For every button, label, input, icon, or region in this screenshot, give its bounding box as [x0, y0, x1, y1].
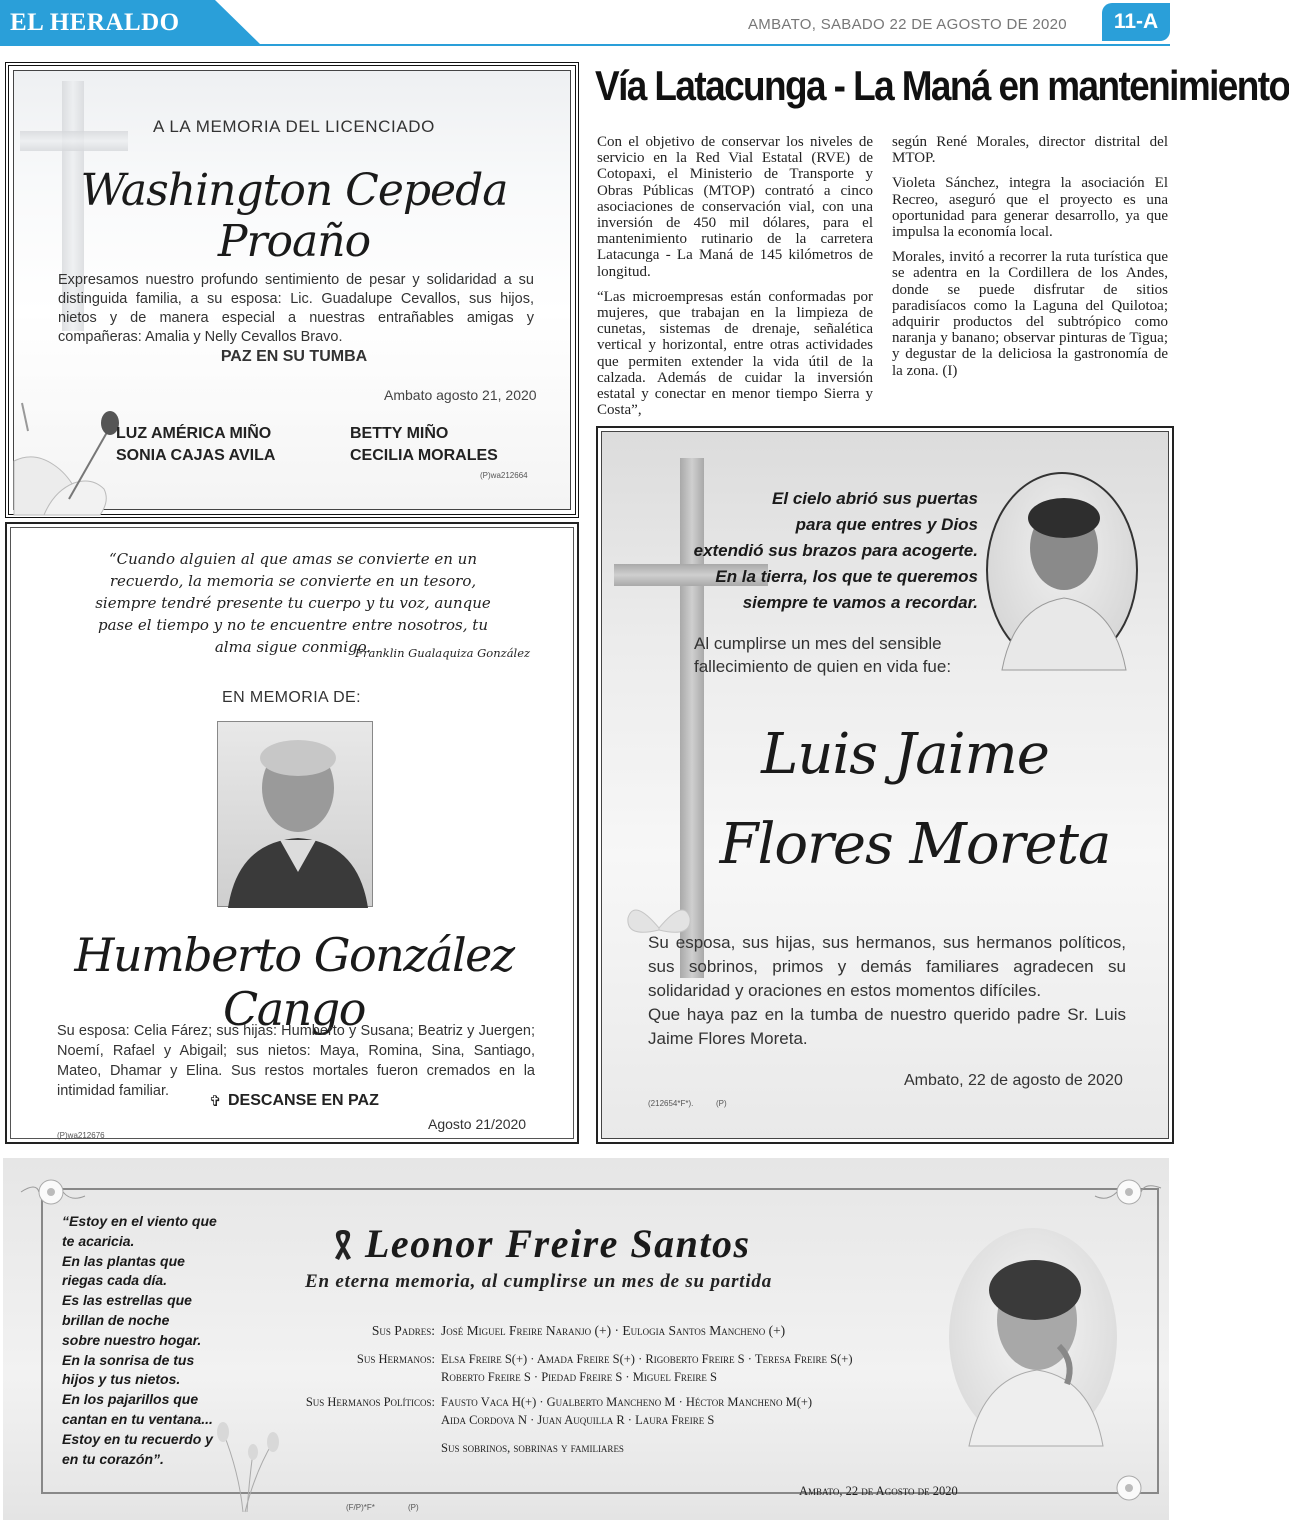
family-label: Sus Padres: — [371, 1323, 435, 1338]
ad-code: (P)wa212676 — [57, 1131, 105, 1140]
poem-text — [62, 1212, 252, 1469]
portrait-figure — [949, 1228, 1117, 1446]
subtitle-text: En eterna memoria, al cumplirse un mes de su partida — [305, 1271, 773, 1292]
flower-ornament-icon — [1089, 1458, 1169, 1518]
article-column-2 — [892, 134, 1168, 388]
closing-text: PAZ EN SU TUMBA — [220, 348, 368, 365]
verse-line: siempre te vamos a recordar. — [742, 593, 978, 612]
portrait-figure — [988, 474, 1140, 670]
poem-line: en tu corazón”. — [62, 1450, 164, 1467]
obituary-leonor — [3, 1158, 1169, 1520]
intro-text — [694, 632, 951, 678]
article-title: Vía Latacunga - La Maná en mantenimiento — [595, 62, 1289, 109]
article-column-1 — [597, 134, 873, 427]
issue-date: AMBATO, SABADO 22 DE AGOSTO DE 2020 — [748, 16, 1067, 33]
ad-code: (F/P)*F* — [346, 1503, 375, 1512]
poem-line: En la sonrisa de tus — [62, 1351, 195, 1368]
flower-ornament-icon — [1089, 1162, 1169, 1222]
paragraph: Violeta Sánchez, integra la asociación El Recreo, aseguró que el proyecto es una oportunidad para generar desarrollo, ya que impulsa la economía local. — [892, 175, 1168, 241]
portrait-photo — [949, 1228, 1117, 1446]
ad-code: (212654*F*). — [648, 1099, 694, 1108]
place-date: Ambato, 22 de Agosto de 2020 — [799, 1484, 958, 1498]
poem-line: riegas cada día. — [62, 1272, 168, 1289]
obituary-humberto — [5, 522, 579, 1144]
poem-line: te acaricia. — [62, 1232, 135, 1249]
body-text-2: Que haya paz en la tumba de nuestro querido padre Sr. Luis Jaime Flores Moreta. — [648, 1005, 1126, 1048]
obituary-washington — [5, 62, 579, 518]
deceased-name: Luis Jaime — [761, 722, 1049, 787]
poem-line: brillan de noche — [62, 1311, 170, 1328]
ad-code-2: (P) — [716, 1099, 727, 1108]
signer: SONIA CAJAS AVILA — [116, 447, 276, 464]
news-article — [592, 58, 1289, 419]
obituary-luis-jaime-inner — [601, 431, 1169, 1139]
deceased-surname: Flores Moreta — [719, 812, 1111, 877]
page-number: 11-A — [1102, 3, 1170, 41]
deceased-name: Washington Cepeda Proaño — [80, 165, 508, 267]
place-date: Ambato agosto 21, 2020 — [384, 387, 537, 403]
body-text: Su esposa, sus hijas, sus hermanos, sus hermanos políticos, sus sobrinos, primos y demás familiares agradecen su solidaridad y oraciones en estos momentos difíciles. — [648, 933, 1126, 1000]
heading: EN MEMORIA DE: — [222, 689, 361, 706]
family-names: Aida Cordova N · Juan Auquilla R · Laura Freire S — [441, 1413, 715, 1427]
verse-line: El cielo abrió sus puertas — [772, 489, 978, 508]
verse-line: extendió sus brazos para acogerte. — [693, 541, 978, 560]
signer: CECILIA MORALES — [350, 447, 498, 464]
paragraph: según René Morales, director distrital del MTOP. — [892, 134, 1168, 167]
poem-line: Estoy en tu recuerdo y — [62, 1430, 213, 1447]
date-text: Agosto 21/2020 — [428, 1116, 527, 1132]
family-label: Sus Hermanos: — [356, 1352, 435, 1366]
mourning-ribbon-icon — [331, 1228, 355, 1262]
obituary-luis-jaime — [596, 426, 1174, 1144]
header-rule — [250, 44, 1170, 46]
paragraph: Con el objetivo de conservar los niveles de servicio en la Red Vial Estatal (RVE) de Cotopaxi, el Ministerio de Transporte y Obras Públicas (MTOP) contrató a cinco asociaciones de conservación vial, con una inversión de 450 mil dólares, para el mantenimiento rutinario de la carretera Latacunga - La Maná de 145 kilómetros de longitud. — [597, 134, 873, 280]
heading: A LA MEMORIA DEL LICENCIADO — [153, 117, 435, 136]
intro-line: fallecimiento de quien en vida fue: — [694, 657, 952, 676]
intro-line: Al cumplirse un mes del sensible — [694, 634, 942, 653]
family-label: Sus Hermanos Políticos: — [305, 1395, 435, 1409]
closing-text: DESCANSE EN PAZ — [228, 1092, 379, 1109]
quote-author: Franklin Gualaquiza González — [355, 646, 531, 660]
masthead-name: EL HERALDO — [10, 9, 180, 36]
signer: LUZ AMÉRICA MIÑO — [116, 425, 272, 442]
page-header — [0, 0, 1200, 48]
ad-code: (P)wa212664 — [480, 471, 528, 480]
family-names: José Miguel Freire Naranjo (+) · Eulogia Santos Mancheno (+) — [441, 1323, 786, 1338]
family-names: Elsa Freire S(+) · Amada Freire S(+) · Rigoberto Freire S · Teresa Freire S(+) — [441, 1352, 853, 1366]
portrait-figure — [218, 722, 374, 908]
poem-line: sobre nuestro hogar. — [62, 1331, 202, 1348]
deceased-name: Leonor Freire Santos — [365, 1221, 751, 1266]
poem-line: hijos y tus nietos. — [62, 1371, 181, 1388]
quote-text: “Cuando alguien al que amas se convierte en un recuerdo, la memoria se convierte en un tesoro, siempre tendré presente tu cuerpo y tu voz, aunque pase el tiempo y no te encuentre entre nosotros, tu alma sigue conmigo. — [95, 550, 491, 656]
deceased-name: Humberto González Cango — [74, 928, 514, 1036]
cross-icon: ✞ — [209, 1093, 222, 1110]
poem-line: En las plantas que — [62, 1252, 185, 1269]
body-text: Expresamos nuestro profundo sentimiento de pesar y solidaridad a su distinguida familia, a su esposa: Lic. Guadalupe Cevallos, sus hijos, nietos y de manera especial a nuestras entrañables amigas y compañeras: Amalia y Nelly Cevallos Bravo. — [58, 272, 534, 345]
obituary-humberto-inner — [10, 527, 574, 1139]
family-extra: Sus sobrinos, sobrinas y familiares — [441, 1441, 624, 1455]
obituary-washington-inner — [13, 70, 571, 510]
verse-text — [692, 486, 978, 616]
poem-line: cantan en tu ventana... — [62, 1410, 213, 1427]
paragraph: “Las microempresas están conformadas por mujeres, que trabajan en la limpieza de cunetas, sistemas de drenaje, señalética vertical y horizontal, entre otras actividades que permiten extender la vida útil de la calzada. Además de cuidar la inversión estatal y conectar en menor tiempo Sierra y Costa”, — [597, 288, 873, 419]
poem-line: “Estoy en el viento que — [62, 1213, 217, 1229]
portrait-photo — [986, 472, 1138, 668]
paragraph: Morales, invitó a recorrer la ruta turística que se adentra en la Cordillera de los Andes, donde se puede disfrutar de sitios paradisíacos como la Laguna del Quilotoa; adquirir productos del subtrópico como naranja y banano; observar pinturas de Tigua; y degustar de la deliciosa la gastronomía de la zona. (I) — [892, 249, 1168, 379]
portrait-photo — [217, 721, 373, 907]
poem-line: En los pajarillos que — [62, 1391, 199, 1408]
place-date: Ambato, 22 de agosto de 2020 — [904, 1072, 1123, 1089]
body-text: Su esposa: Celia Fárez; sus hijas: Humberto y Susana; Beatriz y Juergen; Noemí, Rafael y Abigail; sus nietos: Maya, Romina, Sina, Santiago, Mateo, Dhamar y Elina. Sus restos mortales fueron cremados en la intimidad familiar. — [57, 1023, 535, 1099]
family-names: Roberto Freire S · Piedad Freire S · Miguel Freire S — [441, 1370, 717, 1384]
verse-line: para que entres y Dios — [795, 515, 978, 534]
verse-line: En la tierra, los que te queremos — [715, 567, 978, 586]
signer: BETTY MIÑO — [350, 425, 449, 442]
ad-code-2: (P) — [408, 1503, 419, 1512]
family-names: Fausto Vaca H(+) · Gualberto Mancheno M · Héctor Mancheno M(+) — [441, 1395, 813, 1409]
poem-line: Es las estrellas que — [62, 1292, 192, 1309]
